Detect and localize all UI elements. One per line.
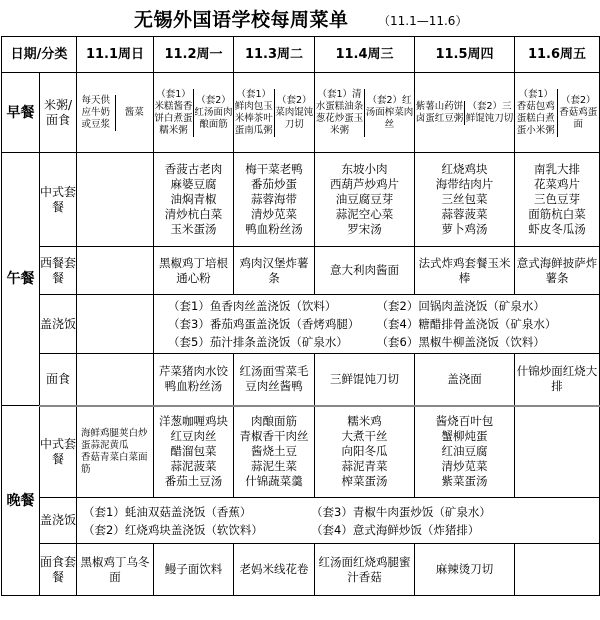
dish: 芹菜猪肉水饺鸭血粉丝汤	[159, 364, 228, 394]
dish: 意式海鲜披萨炸薯条	[516, 255, 598, 285]
lunch-noodles-wed	[315, 354, 415, 406]
breakfast-fri-a: （套1）香菇包鸡蛋糕白煮蛋小米粥	[516, 88, 555, 136]
dish: 清炒苋菜	[251, 207, 297, 221]
lunch-western-row	[2, 247, 600, 295]
dish: 罗宋汤	[347, 222, 382, 236]
dish: 东坡小肉	[341, 162, 388, 176]
dish: 海带结肉片	[435, 177, 494, 191]
dish: 黑椒鸡丁乌冬面	[80, 554, 150, 584]
breakfast-fri	[515, 73, 600, 153]
breakfast-wed-a: （套1）清水蛋糕油条葱花炒蛋玉米粥	[315, 88, 364, 136]
dish: 萝卜鸡汤	[441, 222, 488, 236]
dinner-rice-bowl-row	[2, 498, 600, 544]
dinner-chinese-sun	[77, 406, 154, 498]
lunch-chinese-sun	[77, 153, 154, 247]
dish: 蒜泥青菜	[341, 459, 388, 474]
dish: 盖浇面	[447, 371, 482, 386]
dinner-chinese-thu	[415, 406, 515, 498]
day-header-mon: 11.2周一	[154, 37, 234, 73]
dish: 老妈米线花卷	[239, 562, 309, 576]
weekly-menu-table	[1, 36, 600, 596]
meal-label-breakfast: 早餐	[2, 73, 40, 153]
dish: 鳗子面饮料	[164, 562, 223, 576]
combo-item: （套6）黑椒牛柳盖浇饭（饮料）	[376, 335, 545, 349]
lunch-western-fri	[515, 247, 600, 295]
dish: 黑椒鸡丁培根通心粉	[159, 255, 228, 285]
dinner-chinese-mon	[154, 406, 234, 498]
menu-title: 无锡外国语学校每周菜单	[134, 9, 349, 31]
dish: 红油豆腐	[441, 444, 488, 459]
dish: 三鲜馄饨刀切	[330, 371, 399, 386]
dish: 向阳冬瓜	[341, 444, 388, 459]
combo-item: （套1）鱼香肉丝盖浇饭（饮料）	[168, 299, 337, 313]
breakfast-mon-b: （套2）红汤面肉酿面筋	[194, 94, 233, 130]
dish: 红豆肉丝	[170, 429, 217, 444]
dish: 紫菜蛋汤	[441, 474, 488, 489]
dish: 海鲜鸡腿荚白炒蛋蒜泥黄瓜	[81, 427, 148, 451]
dish: 三色豆芽	[534, 192, 580, 206]
lunch-rice-bowl-row	[2, 295, 600, 354]
dish: 榨菜蛋汤	[341, 474, 388, 489]
header-row	[2, 37, 600, 73]
lunch-chinese-wed	[315, 153, 415, 247]
dinner-noodles-tue	[234, 544, 315, 596]
category-lunch-rice-bowl: 盖浇饭	[40, 295, 77, 354]
dish: 什锦炒面红烧大排	[516, 364, 598, 394]
dish: 红汤面红烧鸡腿蜜汁香菇	[318, 554, 411, 584]
dinner-noodles-thu	[415, 544, 515, 596]
lunch-noodles-sun	[77, 354, 154, 406]
dish: 梅干菜老鸭	[245, 162, 303, 176]
dinner-noodles-mon	[154, 544, 234, 596]
dish: 蒜泥菠菜	[170, 459, 217, 474]
lunch-chinese-row	[2, 153, 600, 247]
dish: 麻婆豆腐	[170, 177, 217, 191]
combo-item: （套3）青椒牛肉蛋炒饭（矿泉水）	[311, 504, 491, 519]
breakfast-mon-a: （套1）米糕酱香饼白煮蛋糯米粥	[154, 88, 193, 136]
day-header-fri: 11.6周五	[515, 37, 600, 73]
dish: 洋葱咖喱鸡块	[159, 414, 228, 429]
dish: 清炒苋菜	[441, 459, 488, 474]
combo-item: （套2）红烧鸡块盖浇饭（软饮料）	[83, 522, 263, 537]
lunch-noodles-mon	[154, 354, 234, 406]
dish: 糯米鸡	[347, 414, 382, 429]
lunch-rice-bowl-combos	[154, 295, 600, 354]
combo-item: （套3）番茄鸡蛋盖浇饭（香烤鸡腿）	[168, 317, 360, 331]
dish: 清炒杭白菜	[164, 207, 223, 221]
lunch-noodles-row	[2, 354, 600, 406]
category-lunch-noodles: 面食	[40, 354, 77, 406]
dish: 番茄土豆汤	[164, 474, 223, 489]
dinner-chinese-tue	[234, 406, 315, 498]
breakfast-sun-b: 酱菜	[124, 106, 144, 118]
breakfast-mon	[154, 73, 234, 153]
breakfast-wed	[315, 73, 415, 153]
dish: 番茄炒蛋	[251, 177, 297, 191]
lunch-chinese-thu	[415, 153, 515, 247]
dish: 红烧鸡块	[441, 162, 488, 176]
dish: 红汤面雪菜毛豆肉丝酱鸭	[239, 364, 309, 394]
dinner-chinese-row	[2, 406, 600, 498]
dish: 面筋杭白菜	[528, 207, 586, 221]
dish: 醋溜包菜	[170, 444, 217, 459]
dish: 香菇青菜白菜面筋	[81, 451, 148, 475]
breakfast-thu	[415, 73, 515, 153]
dish: 玉米蛋汤	[170, 222, 217, 236]
meal-label-dinner: 晚餐	[2, 406, 40, 596]
lunch-western-tue	[234, 247, 315, 295]
dinner-rice-bowl-combos	[77, 498, 600, 544]
lunch-chinese-tue	[234, 153, 315, 247]
dinner-noodles-wed	[315, 544, 415, 596]
lunch-rice-bowl-sun	[77, 295, 154, 354]
dish: 麻辣烫刀切	[435, 562, 494, 576]
combo-item: （套4）意式海鲜炒饭（炸猪排）	[311, 522, 480, 537]
meal-label-lunch: 午餐	[2, 153, 40, 406]
dish: 花菜鸡片	[534, 177, 580, 191]
dinner-noodles-fri	[515, 544, 600, 596]
lunch-western-wed	[315, 247, 415, 295]
breakfast-sun-a: 每天供应牛奶或豆浆	[81, 94, 110, 130]
breakfast-tue-a: （套1）鲜肉包玉米棒茶叶蛋南瓜粥	[234, 88, 273, 136]
date-range: （11.1—11.6）	[378, 14, 468, 28]
dish: 虾皮冬瓜汤	[528, 222, 586, 236]
menu-title-bar	[0, 4, 600, 34]
breakfast-sun	[77, 73, 154, 153]
dish: 香菠古老肉	[164, 162, 223, 176]
dish: 肉酿面筋	[251, 414, 297, 429]
lunch-noodles-tue	[234, 354, 315, 406]
dish: 大煮干丝	[341, 429, 388, 444]
category-lunch-chinese: 中式套餐	[40, 153, 77, 247]
category-lunch-western: 西餐套餐	[40, 247, 77, 295]
dish: 蒜泥空心菜	[335, 207, 394, 221]
breakfast-row	[2, 73, 600, 153]
dish: 南乳大排	[534, 162, 580, 176]
dish: 蒜蓉菠菜	[441, 207, 488, 221]
lunch-western-mon	[154, 247, 234, 295]
corner-label: 日期/分类	[2, 37, 77, 73]
category-dinner-chinese: 中式套餐	[40, 406, 77, 498]
day-header-wed: 11.4周三	[315, 37, 415, 73]
category-congee-noodles: 米粥/面食	[40, 73, 77, 153]
day-header-thu: 11.5周四	[415, 37, 515, 73]
dish: 酱烧土豆	[251, 444, 297, 459]
category-dinner-rice-bowl: 盖浇饭	[40, 498, 77, 544]
day-header-sun: 11.1周日	[77, 37, 154, 73]
day-header-tue: 11.3周二	[234, 37, 315, 73]
dinner-chinese-fri	[515, 406, 600, 498]
dish: 青椒香干肉丝	[239, 429, 309, 444]
dish: 法式炸鸡套餐玉米棒	[418, 255, 511, 285]
breakfast-fri-b: （套2）香菇鸡蛋面	[559, 94, 598, 130]
dish: 鸡肉汉堡炸薯条	[239, 255, 309, 285]
dish: 鸭血粉丝汤	[245, 222, 303, 236]
combo-item: （套1）蚝油双菇盖浇饭（香蕉）	[83, 504, 252, 519]
combo-item: （套5）茄汁排条盖浇饭（矿泉水）	[168, 335, 348, 349]
dish: 油豆腐豆芽	[335, 192, 394, 206]
dinner-noodles-row	[2, 544, 600, 596]
dish: 油焖青椒	[170, 192, 217, 206]
dinner-noodles-sun	[77, 544, 154, 596]
lunch-western-sun	[77, 247, 154, 295]
lunch-chinese-mon	[154, 153, 234, 247]
breakfast-tue	[234, 73, 315, 153]
dish: 蒜蓉海带	[251, 192, 297, 206]
dish: 蟹柳炖蛋	[441, 429, 488, 444]
breakfast-tue-b: （套2）菜肉馄饨刀切	[275, 94, 314, 130]
dinner-chinese-wed	[315, 406, 415, 498]
dish: 什锦蔬菜羹	[245, 474, 303, 489]
lunch-western-thu	[415, 247, 515, 295]
combo-item: （套2）回锅肉盖浇饭（矿泉水）	[376, 299, 545, 313]
dish: 意大利肉酱面	[330, 263, 399, 277]
dish: 西葫芦炒鸡片	[330, 177, 399, 191]
lunch-chinese-fri	[515, 153, 600, 247]
dish: 三丝包菜	[441, 192, 488, 206]
category-dinner-noodles: 面食套餐	[40, 544, 77, 596]
breakfast-wed-b: （套2）红汤面榨菜肉丝	[365, 94, 414, 130]
breakfast-thu-b: （套2）三鲜馄饨刀切	[465, 100, 514, 124]
dish: 蒜泥生菜	[251, 459, 297, 474]
breakfast-thu-a: 紫薯山药饼卤蛋红豆粥	[415, 100, 464, 124]
lunch-noodles-fri	[515, 354, 600, 406]
combo-item: （套4）糖醋排骨盖浇饭（矿泉水）	[376, 317, 557, 331]
dish: 酱烧百叶包	[435, 414, 494, 429]
lunch-noodles-thu	[415, 354, 515, 406]
